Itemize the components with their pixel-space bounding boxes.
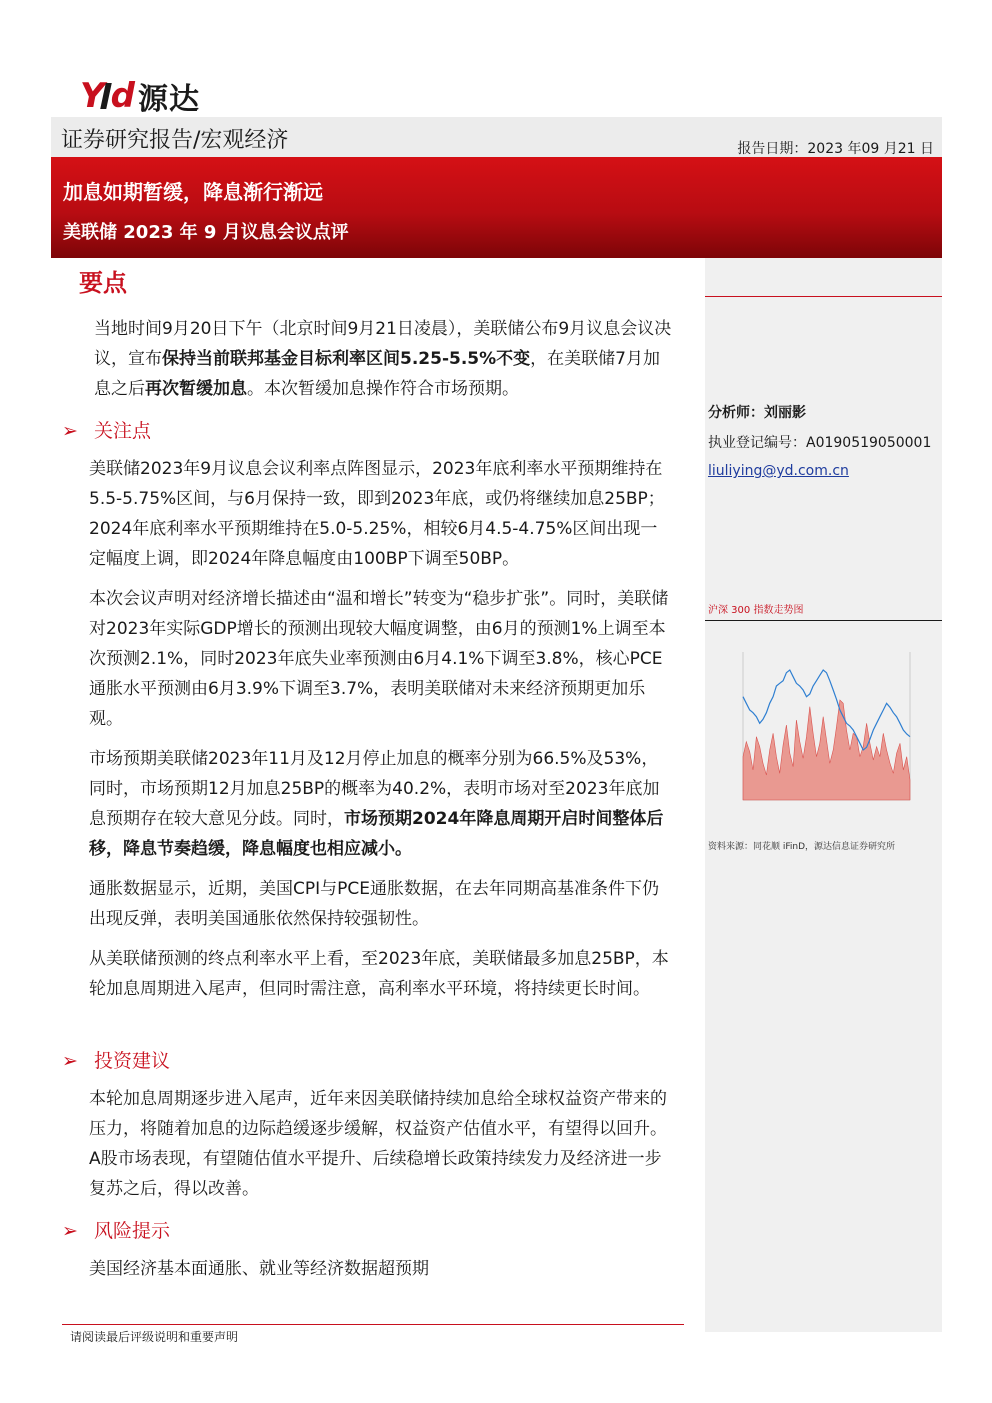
- footer-disclaimer-link[interactable]: 请阅读最后评级说明和重要声明: [70, 1330, 239, 1344]
- intro-bold-2: 再次暂缓加息: [145, 379, 247, 399]
- bullet-arrow-icon: ➢: [62, 1220, 78, 1242]
- risk-paragraph: 美国经济基本面通胀、就业等经济数据超预期: [89, 1259, 429, 1279]
- report-type: 证券研究报告/宏观经济: [61, 128, 289, 153]
- analyst-email-link[interactable]: liuliying@yd.com.cn: [708, 463, 849, 479]
- title-band: [51, 157, 942, 258]
- intro-text-2: ，在美联储7月加息之后: [94, 349, 660, 399]
- analyst-name: 分析师：刘丽影: [708, 405, 806, 421]
- focus-paragraph-5: 从美联储预测的终点利率水平上看，至2023年底，美联储最多加息25BP，本轮加息周期进入尾声，但同时需注意，高利率水平环境，将持续更长时间。: [89, 949, 669, 999]
- focus-p3-text: 市场预期美联储2023年11月及12月停止加息的概率分别为66.5%及53%，同时，市场预期12月加息25BP的概率为40.2%，表明市场对至2023年底加息预期存在较大意见分歧。同时，: [89, 749, 660, 829]
- bullet-arrow-icon: ➢: [62, 1050, 78, 1072]
- section-risk-heading: [62, 1216, 170, 1243]
- report-date: 报告日期：2023 年09 月21 日: [737, 141, 934, 157]
- invest-title: 投资建议: [94, 1050, 171, 1072]
- chart-source: 资料来源：同花顺 iFinD，源达信息证券研究所: [708, 842, 896, 852]
- section-invest-heading: [62, 1046, 170, 1073]
- intro-text-3: 。本次暂缓加息操作符合市场预期。: [247, 379, 519, 399]
- section-focus-heading: [62, 416, 151, 443]
- intro-paragraph: [94, 314, 674, 404]
- bullet-arrow-icon: ➢: [62, 420, 78, 442]
- risk-title: 风险提示: [94, 1220, 171, 1242]
- index-trend-chart: [705, 640, 942, 830]
- chart-svg: [705, 640, 942, 830]
- focus-paragraph-4: 通胀数据显示，近期，美国CPI与PCE通胀数据，在去年同期高基准条件下仍出现反弹，表明美国通胀依然保持较强韧性。: [89, 879, 659, 929]
- license-number: 执业登记编号：A0190519050001: [708, 435, 932, 451]
- brand-logo: [80, 76, 200, 117]
- brand-name: 源达: [137, 82, 200, 117]
- focus-title: 关注点: [94, 420, 152, 442]
- invest-paragraph: 本轮加息周期逐步进入尾声，近年来因美联储持续加息给全球权益资产带来的压力，将随着加息的边际趋缓逐步缓解，权益资产估值水平，有望得以回升。A股市场表现，有望随估值水平提升、后续稳增长政策持续发力及经济进一步复苏之后，得以改善。: [89, 1089, 667, 1199]
- intro-text-1: 当地时间9月20日下午（北京时间9月21日凌晨），美联储公布9月议息会议决议，宣布: [94, 319, 672, 369]
- sidebar-divider: [705, 296, 942, 297]
- focus-paragraph-3: [89, 744, 674, 864]
- chart-title: 沪深 300 指数走势图: [708, 605, 804, 616]
- chart-title-rule: [705, 620, 942, 621]
- intro-bold-1: 保持当前联邦基金目标利率区间5.25-5.5%不变: [162, 349, 531, 369]
- focus-paragraph-1: 美联储2023年9月议息会议利率点阵图显示，2023年底利率水平预期维持在5.5-5.75%区间，与6月保持一致，即到2023年底，或仍将继续加息25BP；2024年底利率水平预期维持在5.0-5.25%，相较6月4.5-4.75%区间出现一定幅度上调，即2024年降息幅度由100BP下调至50BP。: [89, 459, 665, 569]
- report-header-bar: [51, 117, 942, 157]
- footer-rule: [62, 1324, 684, 1325]
- chart-volume-area: [743, 700, 910, 800]
- logo-mark: Y d: [80, 76, 132, 116]
- section-title-key-points: 要点: [79, 269, 127, 297]
- report-subtitle: 美联储 2023 年 9 月议息会议点评: [63, 222, 349, 243]
- focus-paragraph-2: 本次会议声明对经济增长描述由“温和增长”转变为“稳步扩张”。同时，美联储对2023年实际GDP增长的预测出现较大幅度调整，由6月的预测1%上调至本次预测2.1%，同时2023年底失业率预测由6月4.1%下调至3.8%，核心PCE通胀水平预测由6月3.9%下调至3.7%，表明美联储对未来经济预期更加乐观。: [89, 589, 669, 729]
- focus-p3-bold: 市场预期2024年降息周期开启时间整体后移，降息节奏趋缓，降息幅度也相应减小。: [89, 809, 664, 859]
- report-title: 加息如期暂缓，降息渐行渐远: [63, 180, 323, 204]
